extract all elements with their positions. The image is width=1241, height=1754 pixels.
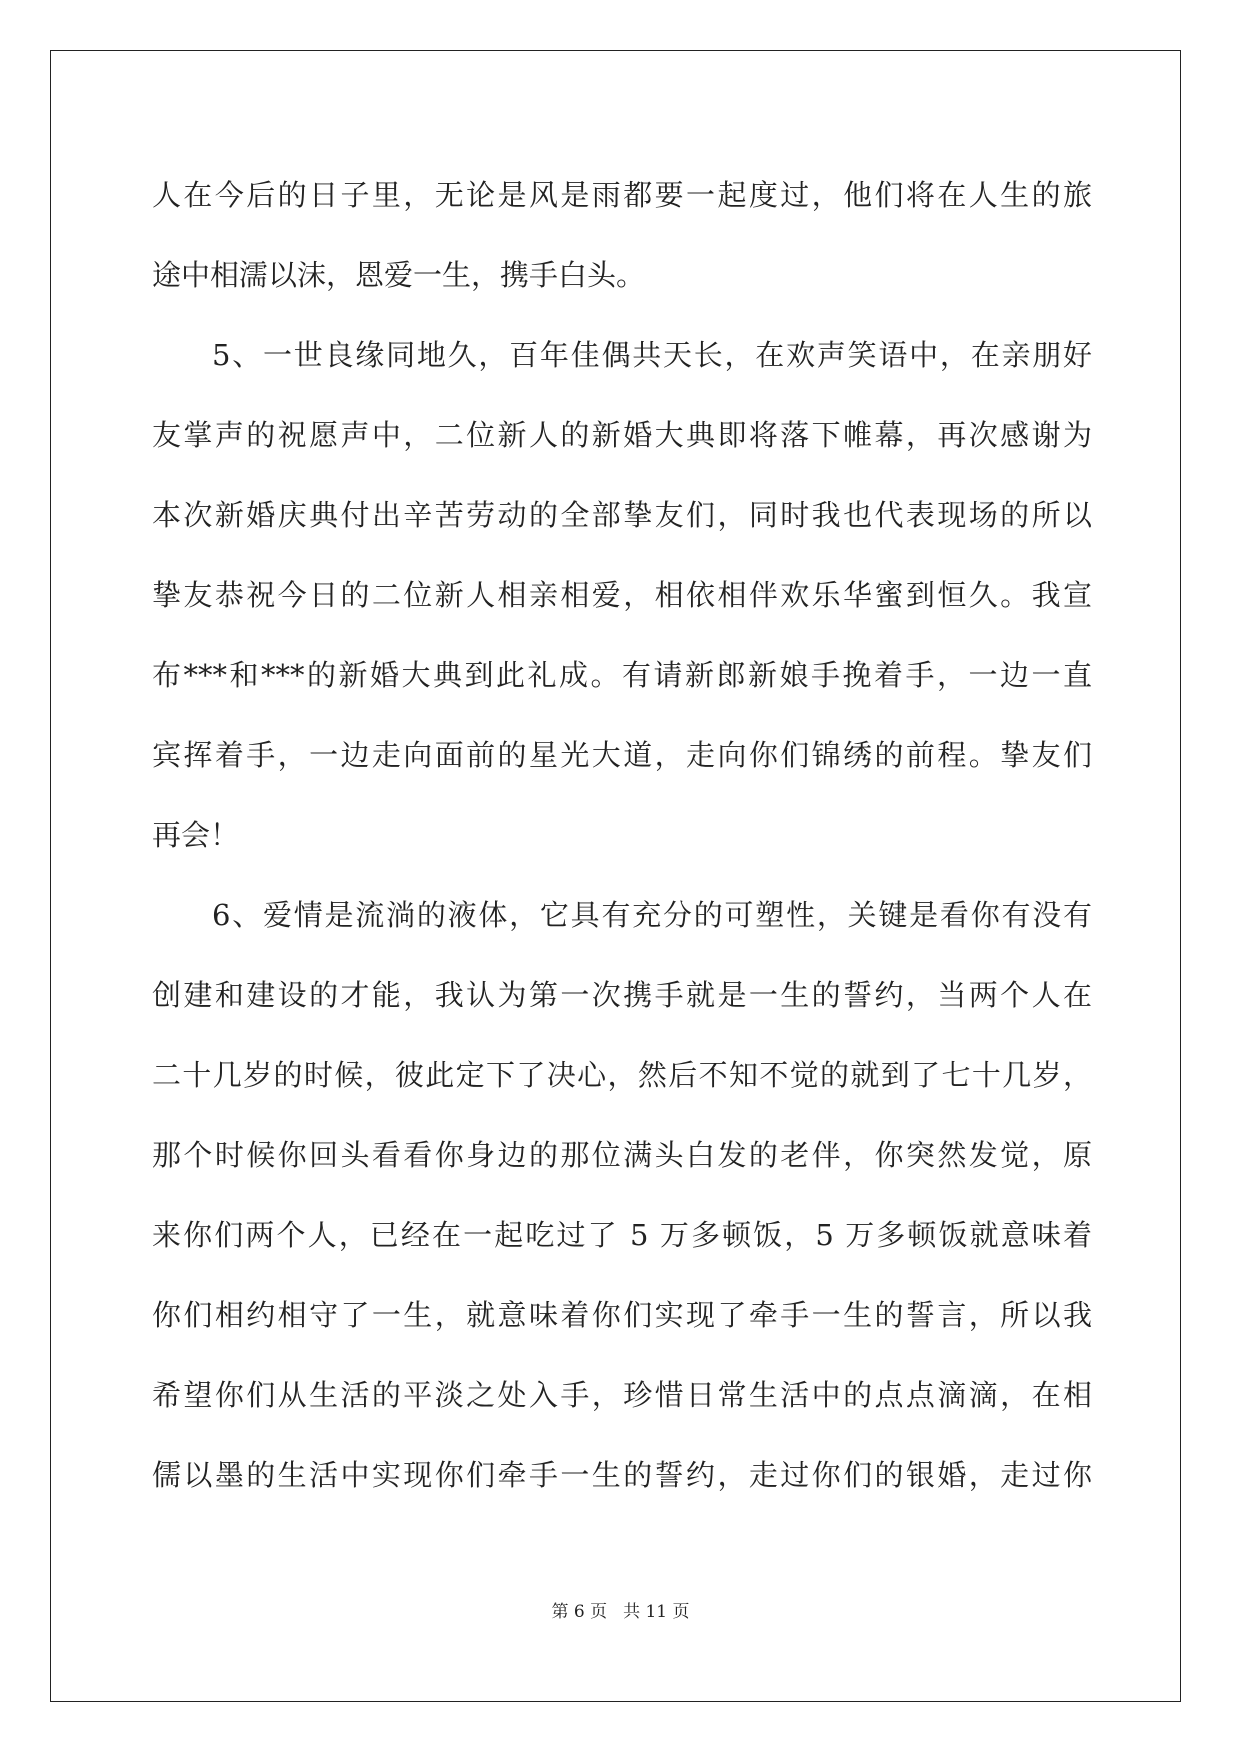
text-line: 6、爱情是流淌的液体，它具有充分的可塑性，关键是看你有没有 <box>212 898 1092 932</box>
text-line: 本次新婚庆典付出辛苦劳动的全部挚友们，同时我也代表现场的所以 <box>152 498 1092 532</box>
page-total: 共 11 页 <box>623 1602 690 1622</box>
text-line: 你们相约相守了一生，就意味着你们实现了牵手一生的誓言，所以我 <box>152 1298 1092 1332</box>
text-line: 布***和***的新婚大典到此礼成。有请新郎新娘手挽着手，一边一直 <box>152 658 1092 692</box>
text-line: 宾挥着手，一边走向面前的星光大道，走向你们锦绣的前程。挚友们 <box>152 738 1092 772</box>
text-line: 友掌声的祝愿声中，二位新人的新婚大典即将落下帷幕，再次感谢为 <box>152 418 1092 452</box>
text-line: 途中相濡以沫，恩爱一生，携手白头。 <box>152 258 646 292</box>
text-line: 二十几岁的时候，彼此定下了决心，然后不知不觉的就到了七十几岁， <box>152 1058 1092 1092</box>
text-line: 希望你们从生活的平淡之处入手，珍惜日常生活中的点点滴滴，在相 <box>152 1378 1092 1412</box>
text-line: 那个时候你回头看看你身边的那位满头白发的老伴，你突然发觉，原 <box>152 1138 1092 1172</box>
text-line: 来你们两个人，已经在一起吃过了 5 万多顿饭，5 万多顿饭就意味着 <box>152 1218 1092 1252</box>
document-body <box>152 155 1092 1515</box>
text-line: 再会！ <box>152 818 240 852</box>
text-line: 人在今后的日子里，无论是风是雨都要一起度过，他们将在人生的旅 <box>152 178 1092 212</box>
text-line: 儒以墨的生活中实现你们牵手一生的誓约，走过你们的银婚，走过你 <box>152 1458 1092 1492</box>
text-line: 创建和建设的才能，我认为第一次携手就是一生的誓约，当两个人在 <box>152 978 1092 1012</box>
page-footer <box>0 1597 1241 1622</box>
text-line: 挚友恭祝今日的二位新人相亲相爱，相依相伴欢乐华蜜到恒久。我宣 <box>152 578 1092 612</box>
text-line: 5、一世良缘同地久，百年佳偶共天长，在欢声笑语中，在亲朋好 <box>212 338 1092 372</box>
page-number: 第 6 页 <box>551 1602 608 1622</box>
